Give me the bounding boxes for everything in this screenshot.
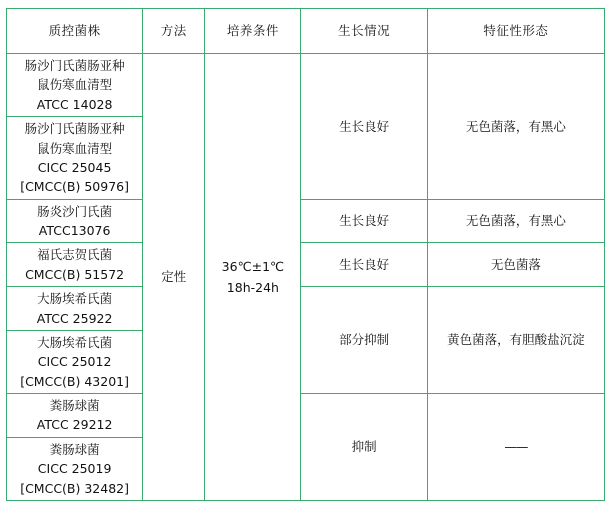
growth-cell: 部分抑制 [301, 287, 427, 394]
strain-line: 福氏志贺氏菌 [37, 247, 113, 263]
table-header [7, 9, 605, 54]
column-header-morphology: 特征性形态 [427, 9, 604, 54]
strain-line: CICC 25019 [37, 461, 112, 477]
strain-line: 鼠伤寒血清型 [37, 77, 113, 93]
strain-cell [7, 117, 143, 200]
strain-line: ATCC 29212 [36, 417, 113, 433]
growth-cell: 生长良好 [301, 54, 427, 200]
strain-line: 大肠埃希氏菌 [37, 334, 113, 350]
morphology-cell: 无色菌落，有黑心 [427, 199, 604, 243]
strain-line: [CMCC(B) 32482] [20, 480, 129, 496]
strain-line: [CMCC(B) 43201] [20, 373, 129, 389]
column-header-strain: 质控菌株 [7, 9, 143, 54]
strain-line: 鼠伤寒血清型 [37, 140, 113, 156]
table-row [7, 243, 605, 287]
strain-line: 粪肠球菌 [49, 441, 100, 457]
table-header-row [7, 9, 605, 54]
strain-line: CICC 25012 [37, 354, 112, 370]
strain-cell [7, 437, 143, 500]
strain-cell [7, 54, 143, 117]
morphology-cell: —— [427, 394, 604, 501]
morphology-cell: 无色菌落 [427, 243, 604, 287]
growth-cell: 生长良好 [301, 199, 427, 243]
strain-line: 肠沙门氏菌肠亚种 [24, 58, 125, 73]
column-header-method: 方法 [143, 9, 205, 54]
growth-cell: 生长良好 [301, 243, 427, 287]
strain-line: CMCC(B) 51572 [25, 266, 125, 282]
strain-line: ATCC 25922 [36, 310, 113, 326]
table-row [7, 287, 605, 331]
strain-cell [7, 394, 143, 438]
strain-line: [CMCC(B) 50976] [20, 179, 129, 195]
growth-cell: 抑制 [301, 394, 427, 501]
morphology-cell: 黄色菌落，有胆酸盐沉淀 [427, 287, 604, 394]
table-row [7, 54, 605, 117]
strain-line: 大肠埃希氏菌 [37, 291, 113, 307]
table-row [7, 394, 605, 438]
strain-line: 肠炎沙门氏菌 [37, 203, 113, 219]
column-header-culture-condition: 培养条件 [205, 9, 301, 54]
culture-condition-cell [205, 54, 301, 501]
condition-line-temperature: 36℃±1℃ [221, 258, 285, 274]
strain-line: ATCC13076 [38, 223, 111, 238]
strain-line: 肠沙门氏菌肠亚种 [24, 121, 125, 137]
strain-cell [7, 199, 143, 243]
strain-cell [7, 287, 143, 331]
strain-line: ATCC 14028 [36, 96, 113, 112]
morphology-cell: 无色菌落，有黑心 [427, 54, 604, 200]
strain-cell [7, 330, 143, 393]
column-header-growth: 生长情况 [301, 9, 427, 54]
table-row [7, 199, 605, 243]
quality-control-strain-table [6, 8, 605, 501]
strain-line: 粪肠球菌 [49, 398, 100, 413]
table-body [7, 54, 605, 501]
strain-line: CICC 25045 [37, 159, 112, 175]
condition-line-duration: 18h-24h [226, 279, 279, 295]
strain-cell [7, 243, 143, 287]
method-cell: 定性 [143, 54, 205, 501]
